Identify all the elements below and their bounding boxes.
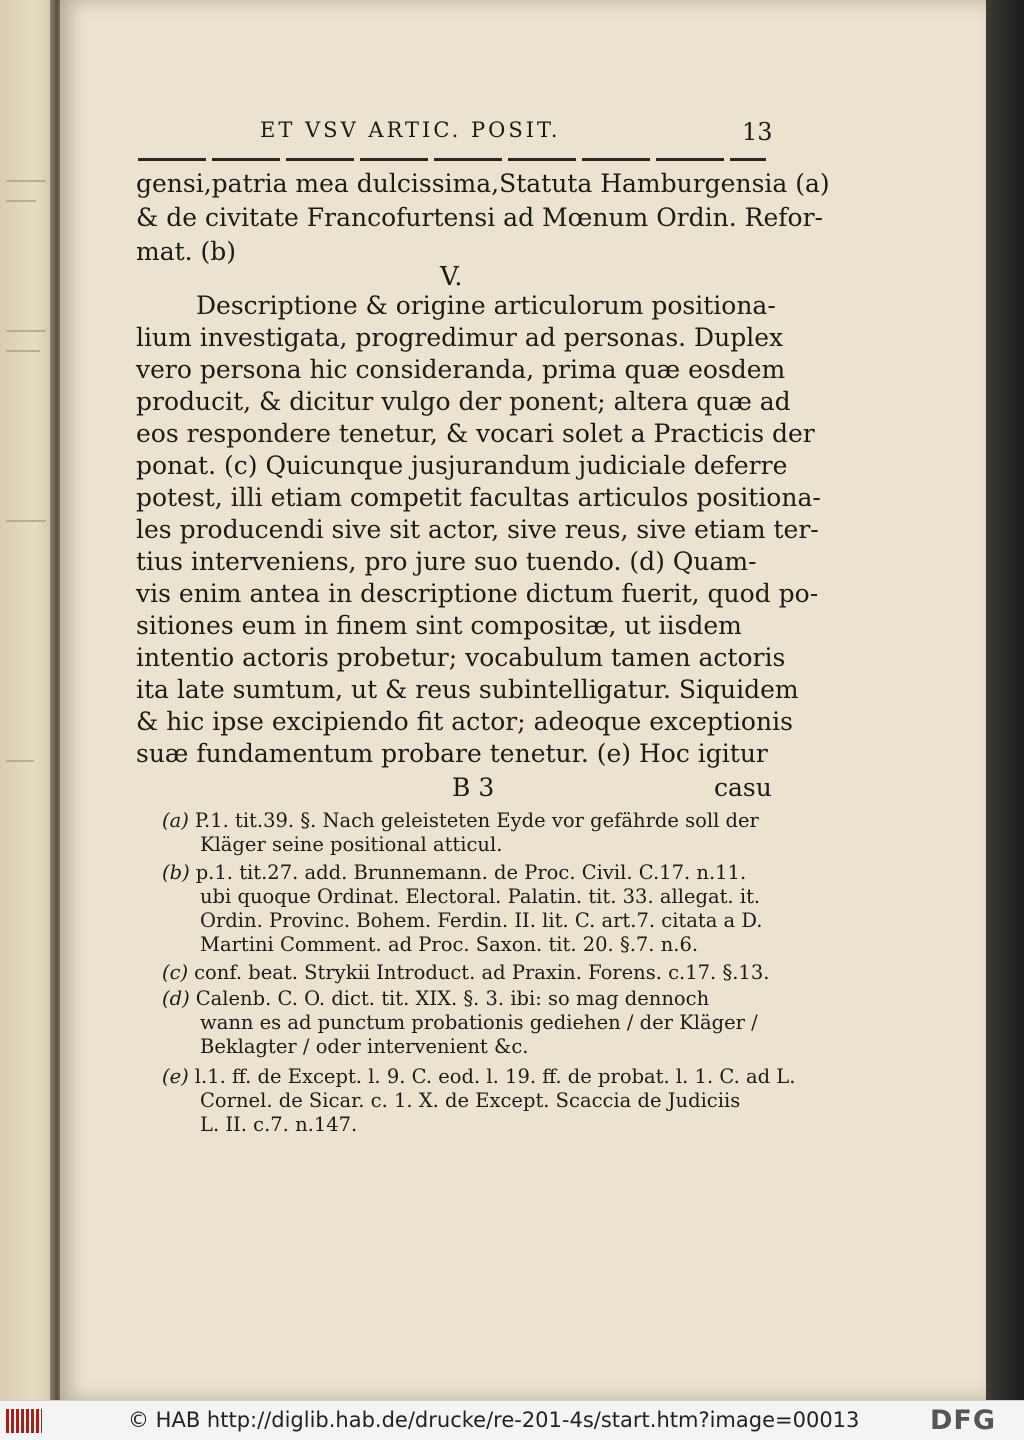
footnote-label: (e) — [162, 1065, 189, 1088]
footnote-line: Calenb. C. O. dict. tit. XIX. §. 3. ibi: so mag dennoch — [195, 987, 710, 1010]
footnote-label: (a) — [162, 809, 189, 832]
paragraph-line: & hic ipse excipiendo fit actor; adeoque exceptionis — [136, 707, 793, 736]
footnote-line: conf. beat. Strykii Introduct. ad Praxin. Forens. c.17. §.13. — [194, 961, 770, 984]
paragraph-line: sitiones eum in finem sint compositæ, ut iisdem — [136, 611, 742, 640]
paragraph-line: intentio actoris probetur; vocabulum tamen actoris — [136, 643, 786, 672]
running-title: ET VSV ARTIC. POSIT. — [260, 118, 561, 142]
ghost-text-line — [6, 180, 46, 182]
paragraph-line: ita late sumtum, ut & reus subintelligatur. Siquidem — [136, 675, 799, 704]
footnote-line: L. II. c.7. n.147. — [200, 1113, 358, 1136]
footnote-line: Martini Comment. ad Proc. Saxon. tit. 20. §.7. n.6. — [200, 933, 699, 956]
footnote-line: l.1. ff. de Except. l. 9. C. eod. l. 19. ff. de probat. l. 1. C. ad L. — [194, 1065, 796, 1088]
paragraph-line: vero persona hic consideranda, prima quæ eosdem — [136, 355, 786, 384]
body-line: mat. (b) — [136, 237, 237, 266]
footnote-label: (d) — [162, 987, 190, 1010]
footnote-line: p.1. tit.27. add. Brunnemann. de Proc. Civil. C.17. n.11. — [195, 861, 747, 884]
footnote-d — [162, 988, 709, 1010]
footnote-label: (c) — [162, 961, 189, 984]
footnote-line: wann es ad punctum probationis gediehen / der Kläger / — [200, 1011, 758, 1034]
catchword: casu — [714, 773, 772, 802]
paragraph-line: tius interveniens, pro jure suo tuendo. (d) Quam- — [136, 547, 757, 576]
paragraph-line: suæ fundamentum probare tenetur. (e) Hoc igitur — [136, 739, 768, 768]
footnote-c — [162, 962, 769, 984]
paragraph-line: ponat. (c) Quicunque jusjurandum judiciale deferre — [136, 451, 788, 480]
paragraph-line: lium investigata, progredimur ad personas. Duplex — [136, 323, 784, 352]
viewer-footer — [0, 1400, 1024, 1440]
section-number: V. — [440, 262, 463, 292]
ghost-text-line — [6, 200, 36, 202]
paragraph-line: eos respondere tenetur, & vocari solet a Practicis der — [136, 419, 815, 448]
paragraph-line: les producendi sive sit actor, sive reus, sive etiam ter- — [136, 515, 819, 544]
ghost-text-line — [6, 350, 40, 352]
footnote-line: Kläger seine positional atticul. — [200, 833, 503, 856]
ghost-text-line — [6, 760, 34, 762]
footnote-a — [162, 810, 759, 832]
paragraph-line: potest, illi etiam competit facultas articulos positiona- — [136, 483, 821, 512]
page-number: 13 — [742, 118, 773, 146]
header-rule — [138, 158, 766, 161]
dfg-logo: DFG — [930, 1405, 997, 1436]
footnote-e — [162, 1066, 795, 1088]
hab-logo-icon — [6, 1409, 42, 1433]
footnote-b — [162, 862, 746, 884]
footnote-line: P.1. tit.39. §. Nach geleisteten Eyde vor gefährde soll der — [194, 809, 759, 832]
footnote-line: Ordin. Provinc. Bohem. Ferdin. II. lit. C. art.7. citata a D. — [200, 909, 763, 932]
footnote-line: Beklagter / oder intervenient &c. — [200, 1035, 529, 1058]
paragraph-line: Descriptione & origine articulorum positiona- — [196, 291, 776, 320]
signature-mark: B 3 — [452, 773, 495, 802]
body-line: gensi,patria mea dulcissima,Statuta Hamburgensia (a) — [136, 169, 830, 198]
copyright-link[interactable]: © HAB http://diglib.hab.de/drucke/re-201-4s/start.htm?image=00013 — [128, 1408, 860, 1432]
footnote-label: (b) — [162, 861, 190, 884]
footnote-line: ubi quoque Ordinat. Electoral. Palatin. tit. 33. allegat. it. — [200, 885, 761, 908]
body-line: & de civitate Francofurtensi ad Mœnum Ordin. Refor- — [136, 203, 823, 232]
page-edge-shadow — [986, 0, 1024, 1400]
footnote-line: Cornel. de Sicar. c. 1. X. de Except. Scaccia de Judiciis — [200, 1089, 741, 1112]
paragraph-line: producit, & dicitur vulgo der ponent; altera quæ ad — [136, 387, 791, 416]
paragraph-line: vis enim antea in descriptione dictum fuerit, quod po- — [136, 579, 819, 608]
ghost-text-line — [6, 330, 46, 332]
ghost-text-line — [6, 520, 46, 522]
